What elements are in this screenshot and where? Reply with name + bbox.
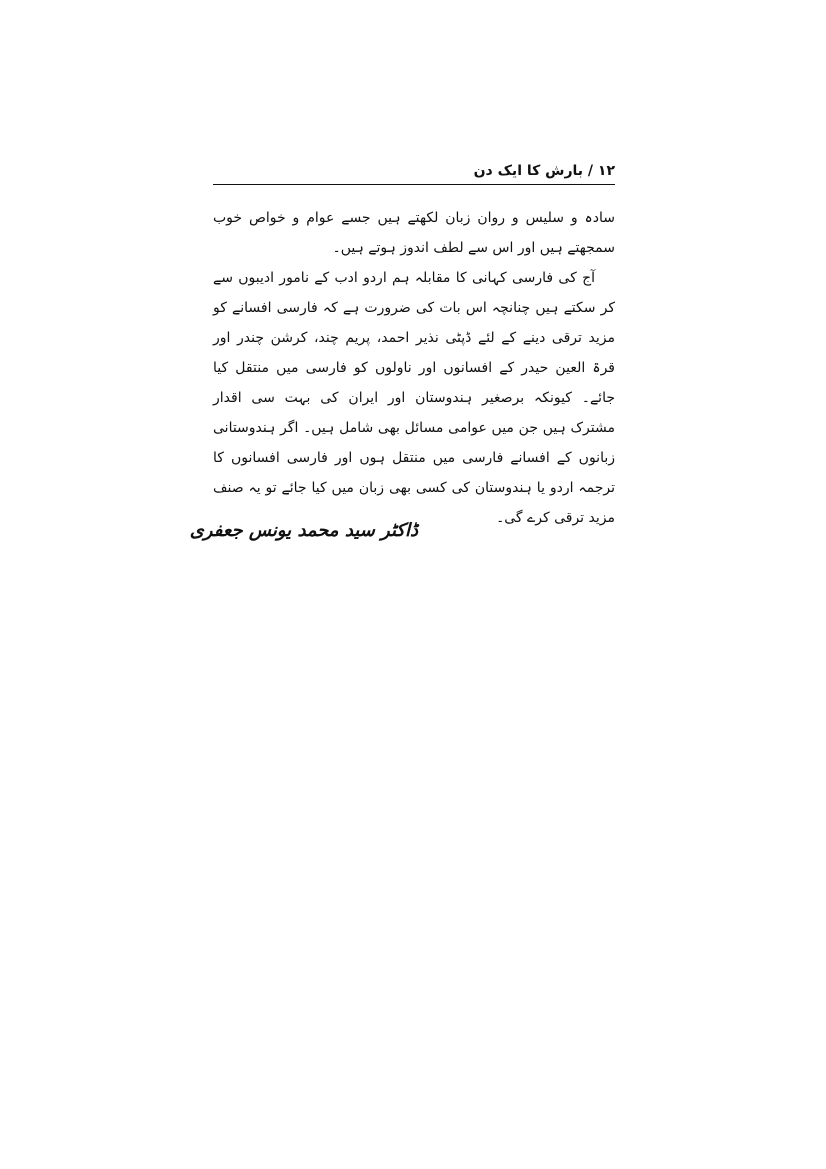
header-separator: / — [587, 163, 594, 179]
header-rule — [213, 184, 615, 185]
body-text — [213, 203, 615, 533]
paragraph-2: آج کی فارسی کہانی کا مقابلہ ہم اردو ادب کے نامور ادیبوں سے کر سکتے ہیں چنانچہ اس بات کی ضرورت ہے کہ فارسی افسانے کو مزید ترقی دینے کے لئے ڈپٹی نذیر احمد، پریم چند، کرشن چندر اور قرۃ العین حیدر کے افسانوں اور ناولوں کو فارسی میں منتقل کیا جائے۔ کیونکہ برصغیر ہندوستان اور ایران کی بہت سی اقدار مشترک ہیں جن میں عوامی مسائل بھی شامل ہیں۔ اگر ہندوستانی زبانوں کے افسانے فارسی میں منتقل ہوں اور فارسی افسانوں کا ترجمہ اردو یا ہندوستان کی کسی بھی زبان میں کیا جائے تو یہ صنف مزید ترقی کرے گی۔ — [213, 270, 615, 526]
paragraph-1: سادہ و سلیس و روان زبان لکھتے ہیں جسے عوام و خواص خوب سمجھتے ہیں اور اس سے لطف اندوز ہوتے ہیں۔ — [213, 210, 615, 256]
book-title: بارش کا ایک دن — [473, 163, 584, 179]
author-signature: ڈاکٹر سید محمد یونس جعفری — [189, 520, 418, 541]
header-text — [474, 160, 615, 182]
running-header — [213, 160, 615, 184]
page-number: ۱۲ — [597, 163, 615, 179]
